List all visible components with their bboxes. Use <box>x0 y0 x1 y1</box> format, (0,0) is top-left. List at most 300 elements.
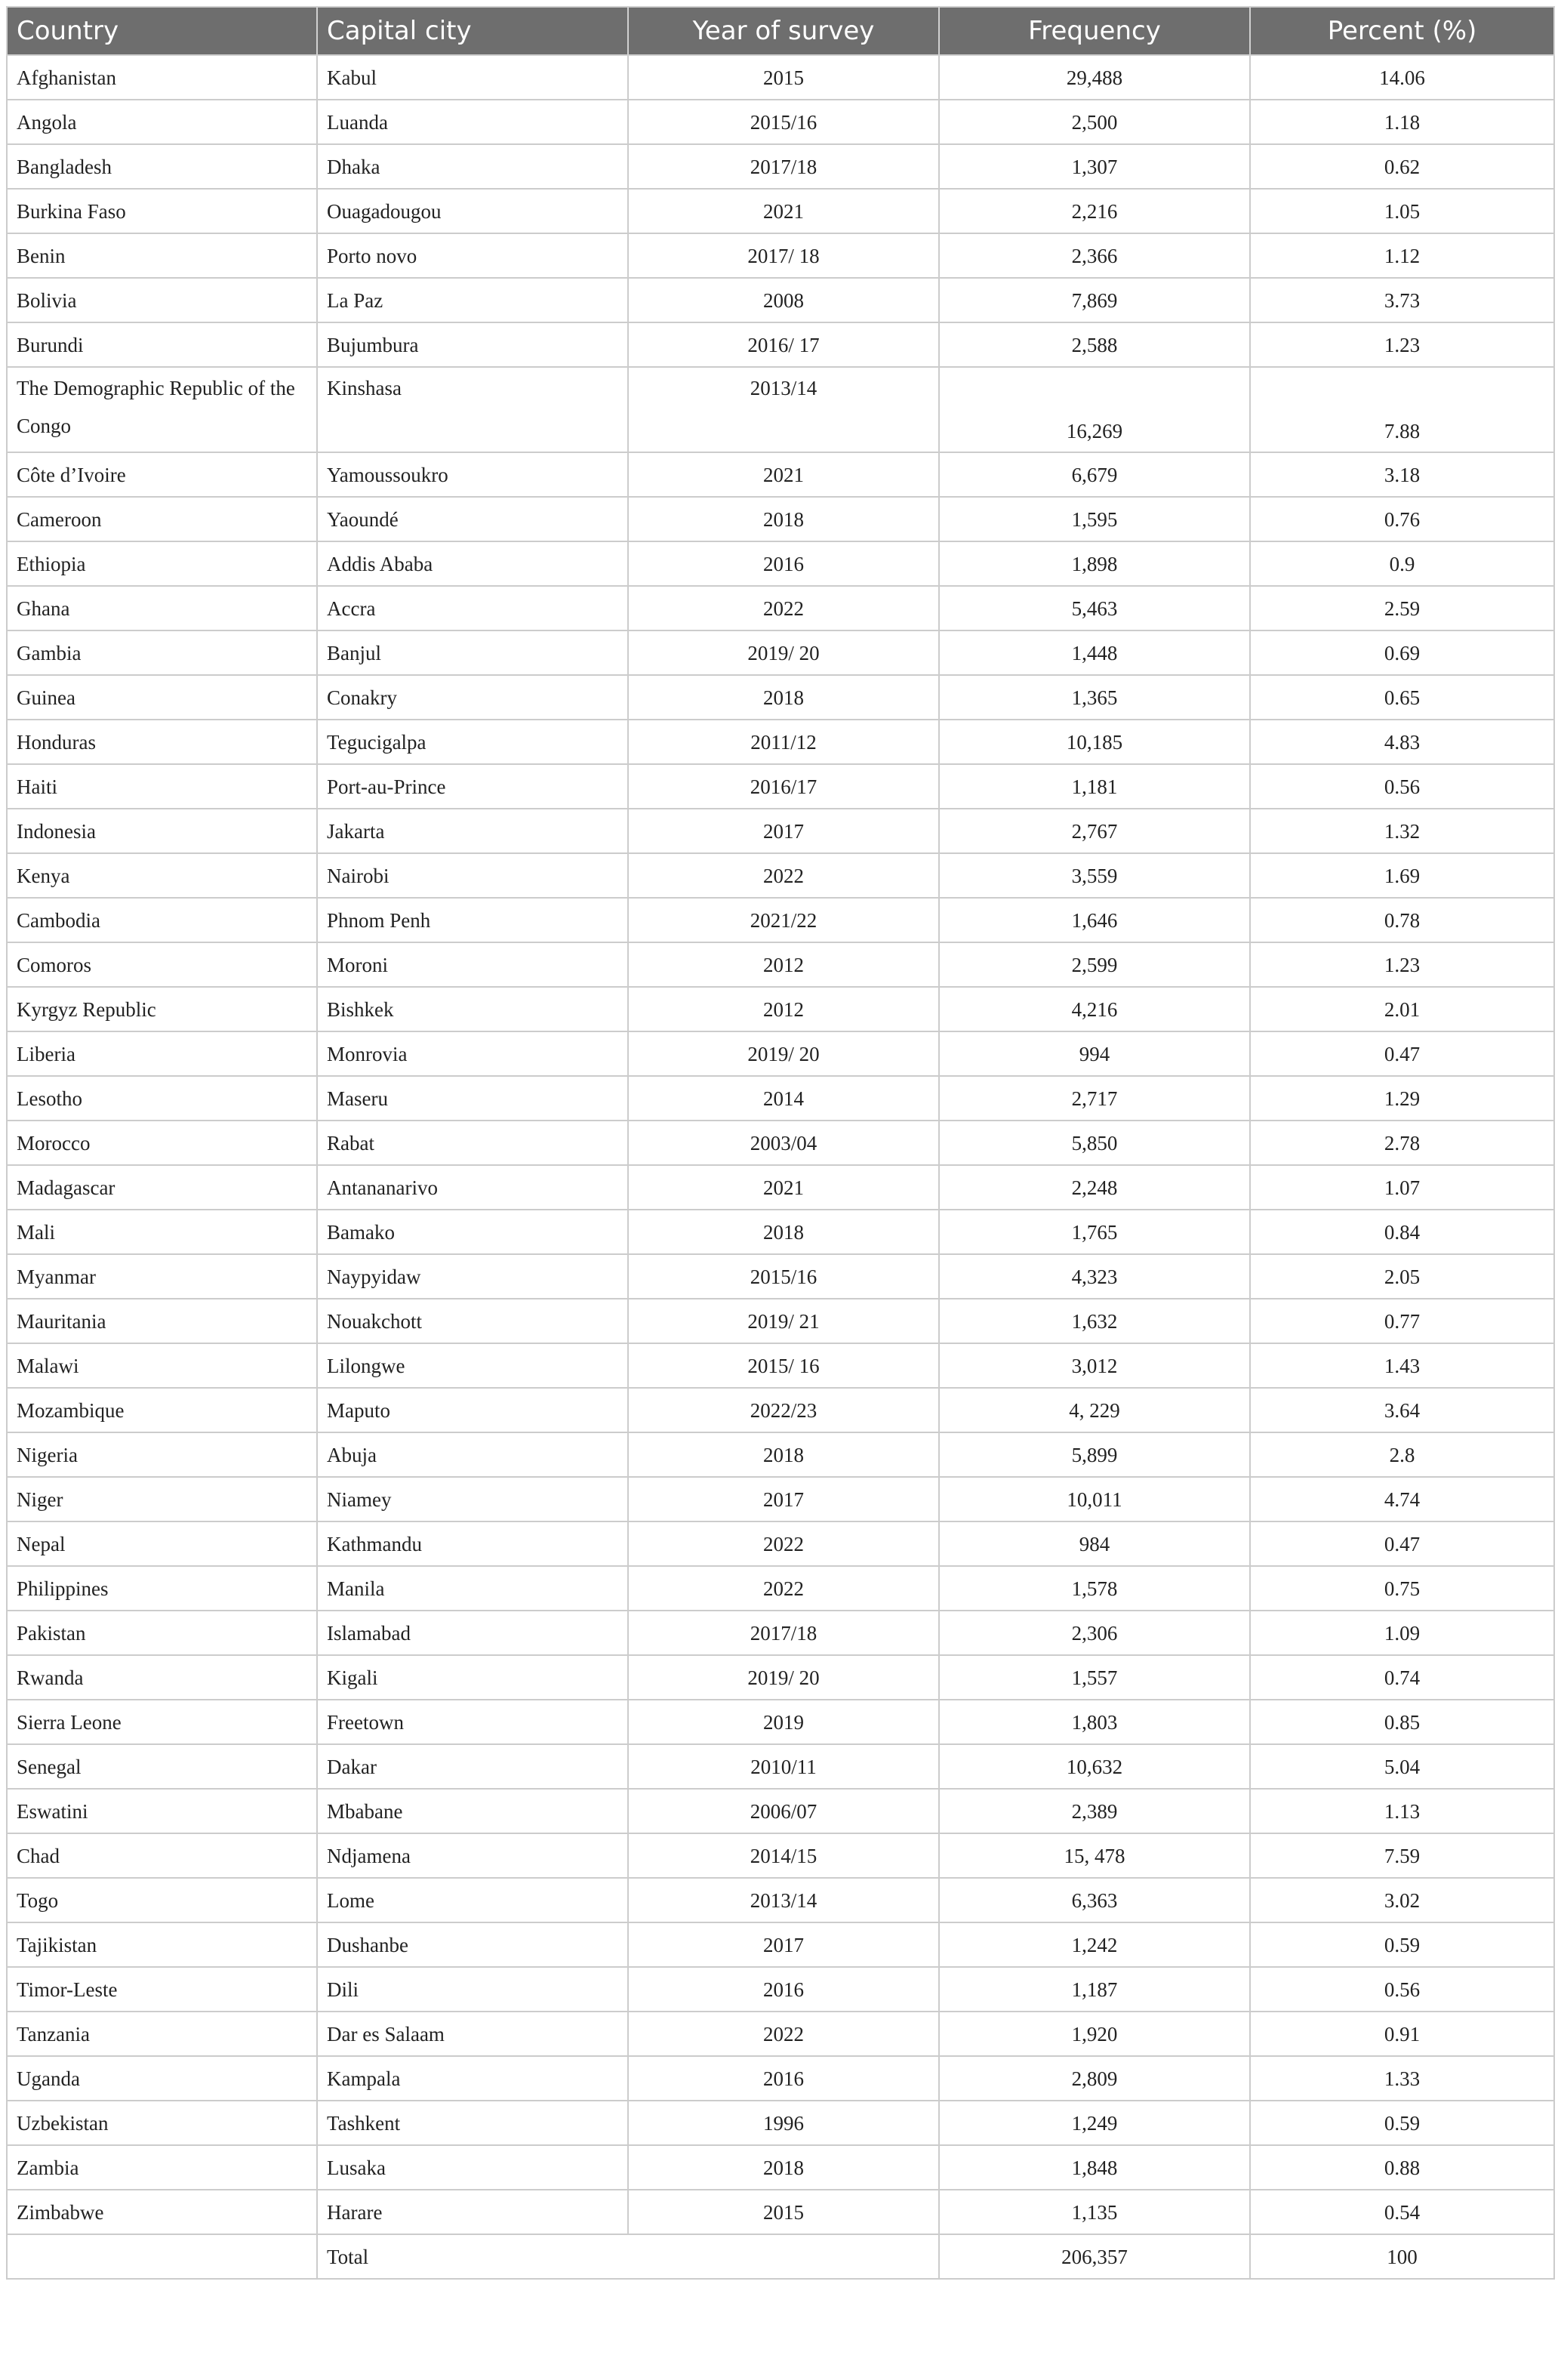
capital-city-cell: Addis Ababa <box>317 541 628 586</box>
percent-cell: 2.8 <box>1250 1432 1554 1477</box>
percent-cell: 0.91 <box>1250 2012 1554 2056</box>
header-frequency: Frequency <box>939 7 1250 55</box>
capital-city-cell: Manila <box>317 1566 628 1611</box>
frequency-cell: 5,850 <box>939 1121 1250 1165</box>
country-cell: Philippines <box>7 1566 317 1611</box>
percent-cell: 0.78 <box>1250 898 1554 942</box>
percent-cell: 1.29 <box>1250 1076 1554 1121</box>
percent-cell: 1.13 <box>1250 1789 1554 1833</box>
frequency-cell: 994 <box>939 1031 1250 1076</box>
percent-cell: 0.77 <box>1250 1299 1554 1343</box>
table-row <box>7 764 1554 809</box>
frequency-cell: 3,012 <box>939 1343 1250 1388</box>
capital-city-cell: Accra <box>317 586 628 630</box>
frequency-cell: 1,181 <box>939 764 1250 809</box>
year-cell: 2019/ 21 <box>628 1299 939 1343</box>
frequency-cell: 4,323 <box>939 1254 1250 1299</box>
capital-city-cell: Monrovia <box>317 1031 628 1076</box>
year-cell: 2018 <box>628 675 939 720</box>
percent-cell: 0.56 <box>1250 1967 1554 2012</box>
capital-city-cell: Yamoussoukro <box>317 452 628 497</box>
country-cell: Indonesia <box>7 809 317 853</box>
year-cell: 2021 <box>628 189 939 233</box>
country-cell: Mauritania <box>7 1299 317 1343</box>
country-cell: Burkina Faso <box>7 189 317 233</box>
country-cell: Zimbabwe <box>7 2190 317 2234</box>
country-cell: Bangladesh <box>7 144 317 189</box>
capital-city-cell: La Paz <box>317 278 628 322</box>
country-cell: Lesotho <box>7 1076 317 1121</box>
country-cell: Burundi <box>7 322 317 367</box>
country-cell: Chad <box>7 1833 317 1878</box>
country-cell: Cambodia <box>7 898 317 942</box>
table-row <box>7 630 1554 675</box>
year-cell: 2016/ 17 <box>628 322 939 367</box>
capital-city-cell: Ouagadougou <box>317 189 628 233</box>
capital-city-cell: Lusaka <box>317 2145 628 2190</box>
table-row <box>7 278 1554 322</box>
year-cell: 2016/17 <box>628 764 939 809</box>
table-row <box>7 2145 1554 2190</box>
table-row <box>7 1967 1554 2012</box>
table-row <box>7 1611 1554 1655</box>
frequency-cell: 5,899 <box>939 1432 1250 1477</box>
table-row <box>7 942 1554 987</box>
table-row <box>7 1210 1554 1254</box>
percent-cell: 0.74 <box>1250 1655 1554 1700</box>
country-cell: Mozambique <box>7 1388 317 1432</box>
table-row <box>7 1432 1554 1477</box>
year-cell: 2014/15 <box>628 1833 939 1878</box>
frequency-cell: 2,767 <box>939 809 1250 853</box>
year-cell: 2015 <box>628 2190 939 2234</box>
year-cell: 2021 <box>628 452 939 497</box>
table-row <box>7 1299 1554 1343</box>
percent-cell: 1.07 <box>1250 1165 1554 1210</box>
year-cell: 2018 <box>628 497 939 541</box>
capital-city-cell: Bamako <box>317 1210 628 1254</box>
country-cell: Sierra Leone <box>7 1700 317 1744</box>
year-cell: 2011/12 <box>628 720 939 764</box>
survey-table-container <box>6 6 1553 2280</box>
frequency-cell: 2,717 <box>939 1076 1250 1121</box>
frequency-cell: 16,269 <box>939 367 1250 452</box>
capital-city-cell: Tegucigalpa <box>317 720 628 764</box>
country-cell: Afghanistan <box>7 55 317 100</box>
year-cell: 2010/11 <box>628 1744 939 1789</box>
year-cell: 2003/04 <box>628 1121 939 1165</box>
country-cell: Niger <box>7 1477 317 1521</box>
year-cell: 2019 <box>628 1700 939 1744</box>
country-cell: Bolivia <box>7 278 317 322</box>
frequency-cell: 984 <box>939 1521 1250 1566</box>
total-label: Total <box>317 2234 939 2279</box>
capital-city-cell: Kathmandu <box>317 1521 628 1566</box>
year-cell: 2012 <box>628 987 939 1031</box>
year-cell: 2022 <box>628 2012 939 2056</box>
table-header-row <box>7 7 1554 55</box>
country-cell: Rwanda <box>7 1655 317 1700</box>
capital-city-cell: Naypyidaw <box>317 1254 628 1299</box>
table-row <box>7 189 1554 233</box>
capital-city-cell: Nouakchott <box>317 1299 628 1343</box>
year-cell: 2017 <box>628 809 939 853</box>
country-cell: Guinea <box>7 675 317 720</box>
country-cell: Togo <box>7 1878 317 1922</box>
frequency-cell: 4, 229 <box>939 1388 1250 1432</box>
country-cell: The Demographic Republic of the Congo <box>7 367 317 452</box>
year-cell: 2022/23 <box>628 1388 939 1432</box>
country-cell: Nepal <box>7 1521 317 1566</box>
country-cell: Angola <box>7 100 317 144</box>
survey-table <box>6 6 1555 2280</box>
frequency-cell: 6,679 <box>939 452 1250 497</box>
capital-city-cell: Islamabad <box>317 1611 628 1655</box>
table-row <box>7 1789 1554 1833</box>
capital-city-cell: Dar es Salaam <box>317 2012 628 2056</box>
frequency-cell: 1,365 <box>939 675 1250 720</box>
frequency-cell: 1,632 <box>939 1299 1250 1343</box>
frequency-cell: 2,248 <box>939 1165 1250 1210</box>
table-row <box>7 1165 1554 1210</box>
capital-city-cell: Moroni <box>317 942 628 987</box>
table-row <box>7 1388 1554 1432</box>
percent-cell: 0.69 <box>1250 630 1554 675</box>
country-cell: Liberia <box>7 1031 317 1076</box>
percent-cell: 0.88 <box>1250 2145 1554 2190</box>
frequency-cell: 5,463 <box>939 586 1250 630</box>
table-row <box>7 497 1554 541</box>
frequency-cell: 29,488 <box>939 55 1250 100</box>
year-cell: 1996 <box>628 2101 939 2145</box>
total-country-cell <box>7 2234 317 2279</box>
frequency-cell: 1,242 <box>939 1922 1250 1967</box>
percent-cell: 3.64 <box>1250 1388 1554 1432</box>
table-row <box>7 2012 1554 2056</box>
frequency-cell: 1,595 <box>939 497 1250 541</box>
table-row <box>7 452 1554 497</box>
capital-city-cell: Abuja <box>317 1432 628 1477</box>
frequency-cell: 1,803 <box>939 1700 1250 1744</box>
table-row <box>7 1121 1554 1165</box>
country-cell: Morocco <box>7 1121 317 1165</box>
percent-cell: 3.02 <box>1250 1878 1554 1922</box>
table-row <box>7 1744 1554 1789</box>
capital-city-cell: Freetown <box>317 1700 628 1744</box>
year-cell: 2008 <box>628 278 939 322</box>
year-cell: 2021/22 <box>628 898 939 942</box>
percent-cell: 1.18 <box>1250 100 1554 144</box>
frequency-cell: 3,559 <box>939 853 1250 898</box>
table-row <box>7 144 1554 189</box>
percent-cell: 0.9 <box>1250 541 1554 586</box>
table-row <box>7 1922 1554 1967</box>
frequency-cell: 1,898 <box>939 541 1250 586</box>
percent-cell: 1.33 <box>1250 2056 1554 2101</box>
frequency-cell: 10,185 <box>939 720 1250 764</box>
country-cell: Mali <box>7 1210 317 1254</box>
capital-city-cell: Kampala <box>317 2056 628 2101</box>
percent-cell: 5.04 <box>1250 1744 1554 1789</box>
percent-cell: 14.06 <box>1250 55 1554 100</box>
percent-cell: 1.69 <box>1250 853 1554 898</box>
country-cell: Gambia <box>7 630 317 675</box>
percent-cell: 0.47 <box>1250 1031 1554 1076</box>
year-cell: 2015/16 <box>628 100 939 144</box>
frequency-cell: 2,809 <box>939 2056 1250 2101</box>
capital-city-cell: Maputo <box>317 1388 628 1432</box>
table-row <box>7 809 1554 853</box>
frequency-cell: 1,135 <box>939 2190 1250 2234</box>
year-cell: 2017/ 18 <box>628 233 939 278</box>
country-cell: Côte d’Ivoire <box>7 452 317 497</box>
percent-cell: 7.59 <box>1250 1833 1554 1878</box>
frequency-cell: 2,389 <box>939 1789 1250 1833</box>
year-cell: 2017/18 <box>628 1611 939 1655</box>
capital-city-cell: Kabul <box>317 55 628 100</box>
year-cell: 2022 <box>628 1521 939 1566</box>
percent-cell: 2.01 <box>1250 987 1554 1031</box>
table-row <box>7 1566 1554 1611</box>
frequency-cell: 1,848 <box>939 2145 1250 2190</box>
country-cell: Kenya <box>7 853 317 898</box>
percent-cell: 0.76 <box>1250 497 1554 541</box>
country-cell: Nigeria <box>7 1432 317 1477</box>
frequency-cell: 2,599 <box>939 942 1250 987</box>
capital-city-cell: Antananarivo <box>317 1165 628 1210</box>
capital-city-cell: Bujumbura <box>317 322 628 367</box>
frequency-cell: 6,363 <box>939 1878 1250 1922</box>
frequency-cell: 15, 478 <box>939 1833 1250 1878</box>
year-cell: 2017 <box>628 1922 939 1967</box>
capital-city-cell: Porto novo <box>317 233 628 278</box>
year-cell: 2019/ 20 <box>628 630 939 675</box>
capital-city-cell: Niamey <box>317 1477 628 1521</box>
capital-city-cell: Conakry <box>317 675 628 720</box>
header-capital-city: Capital city <box>317 7 628 55</box>
percent-cell: 4.74 <box>1250 1477 1554 1521</box>
percent-cell: 0.59 <box>1250 1922 1554 1967</box>
table-row <box>7 100 1554 144</box>
table-row <box>7 2190 1554 2234</box>
frequency-cell: 1,646 <box>939 898 1250 942</box>
year-cell: 2016 <box>628 2056 939 2101</box>
year-cell: 2018 <box>628 1210 939 1254</box>
capital-city-cell: Bishkek <box>317 987 628 1031</box>
percent-cell: 1.32 <box>1250 809 1554 853</box>
capital-city-cell: Dakar <box>317 1744 628 1789</box>
country-cell: Uzbekistan <box>7 2101 317 2145</box>
percent-cell: 1.43 <box>1250 1343 1554 1388</box>
capital-city-cell: Harare <box>317 2190 628 2234</box>
percent-cell: 1.09 <box>1250 1611 1554 1655</box>
country-cell: Zambia <box>7 2145 317 2190</box>
capital-city-cell: Nairobi <box>317 853 628 898</box>
header-year-of-survey: Year of survey <box>628 7 939 55</box>
percent-cell: 0.47 <box>1250 1521 1554 1566</box>
header-percent: Percent (%) <box>1250 7 1554 55</box>
year-cell: 2017 <box>628 1477 939 1521</box>
country-cell: Ethiopia <box>7 541 317 586</box>
country-cell: Myanmar <box>7 1254 317 1299</box>
capital-city-cell: Dili <box>317 1967 628 2012</box>
percent-cell: 7.88 <box>1250 367 1554 452</box>
frequency-cell: 1,765 <box>939 1210 1250 1254</box>
table-row <box>7 853 1554 898</box>
table-row <box>7 987 1554 1031</box>
capital-city-cell: Yaoundé <box>317 497 628 541</box>
year-cell: 2018 <box>628 1432 939 1477</box>
table-row <box>7 720 1554 764</box>
table-row <box>7 1477 1554 1521</box>
table-row <box>7 1521 1554 1566</box>
country-cell: Timor-Leste <box>7 1967 317 2012</box>
year-cell: 2013/14 <box>628 1878 939 1922</box>
country-cell: Ghana <box>7 586 317 630</box>
country-cell: Honduras <box>7 720 317 764</box>
capital-city-cell: Port-au-Prince <box>317 764 628 809</box>
total-frequency: 206,357 <box>939 2234 1250 2279</box>
frequency-cell: 7,869 <box>939 278 1250 322</box>
country-cell: Haiti <box>7 764 317 809</box>
percent-cell: 1.23 <box>1250 942 1554 987</box>
percent-cell: 1.12 <box>1250 233 1554 278</box>
percent-cell: 0.59 <box>1250 2101 1554 2145</box>
frequency-cell: 4,216 <box>939 987 1250 1031</box>
capital-city-cell: Ndjamena <box>317 1833 628 1878</box>
year-cell: 2006/07 <box>628 1789 939 1833</box>
country-cell: Madagascar <box>7 1165 317 1210</box>
country-cell: Kyrgyz Republic <box>7 987 317 1031</box>
table-row <box>7 675 1554 720</box>
percent-cell: 1.05 <box>1250 189 1554 233</box>
capital-city-cell: Banjul <box>317 630 628 675</box>
year-cell: 2016 <box>628 541 939 586</box>
percent-cell: 3.18 <box>1250 452 1554 497</box>
year-cell: 2022 <box>628 853 939 898</box>
frequency-cell: 10,632 <box>939 1744 1250 1789</box>
percent-cell: 2.78 <box>1250 1121 1554 1165</box>
frequency-cell: 1,187 <box>939 1967 1250 2012</box>
capital-city-cell: Lilongwe <box>317 1343 628 1388</box>
frequency-cell: 2,366 <box>939 233 1250 278</box>
table-row <box>7 1655 1554 1700</box>
year-cell: 2015/ 16 <box>628 1343 939 1388</box>
table-body <box>7 55 1554 2279</box>
percent-cell: 0.56 <box>1250 764 1554 809</box>
table-row <box>7 1031 1554 1076</box>
year-cell: 2013/14 <box>628 367 939 452</box>
table-row <box>7 1343 1554 1388</box>
capital-city-cell: Kigali <box>317 1655 628 1700</box>
table-row <box>7 1833 1554 1878</box>
country-cell: Tanzania <box>7 2012 317 2056</box>
year-cell: 2019/ 20 <box>628 1031 939 1076</box>
percent-cell: 4.83 <box>1250 720 1554 764</box>
frequency-cell: 1,578 <box>939 1566 1250 1611</box>
year-cell: 2019/ 20 <box>628 1655 939 1700</box>
table-row <box>7 898 1554 942</box>
header-country: Country <box>7 7 317 55</box>
frequency-cell: 1,249 <box>939 2101 1250 2145</box>
table-row <box>7 2101 1554 2145</box>
frequency-cell: 1,448 <box>939 630 1250 675</box>
frequency-cell: 1,307 <box>939 144 1250 189</box>
percent-cell: 0.75 <box>1250 1566 1554 1611</box>
year-cell: 2014 <box>628 1076 939 1121</box>
frequency-cell: 1,557 <box>939 1655 1250 1700</box>
frequency-cell: 2,306 <box>939 1611 1250 1655</box>
table-row <box>7 1700 1554 1744</box>
capital-city-cell: Mbabane <box>317 1789 628 1833</box>
country-cell: Uganda <box>7 2056 317 2101</box>
capital-city-cell: Dhaka <box>317 144 628 189</box>
table-row <box>7 367 1554 452</box>
capital-city-cell: Jakarta <box>317 809 628 853</box>
country-cell: Cameroon <box>7 497 317 541</box>
frequency-cell: 2,500 <box>939 100 1250 144</box>
capital-city-cell: Rabat <box>317 1121 628 1165</box>
country-cell: Tajikistan <box>7 1922 317 1967</box>
table-row <box>7 1254 1554 1299</box>
percent-cell: 1.23 <box>1250 322 1554 367</box>
capital-city-cell: Maseru <box>317 1076 628 1121</box>
year-cell: 2021 <box>628 1165 939 1210</box>
table-row <box>7 322 1554 367</box>
frequency-cell: 2,588 <box>939 322 1250 367</box>
country-cell: Benin <box>7 233 317 278</box>
percent-cell: 2.59 <box>1250 586 1554 630</box>
year-cell: 2016 <box>628 1967 939 2012</box>
capital-city-cell: Tashkent <box>317 2101 628 2145</box>
year-cell: 2017/18 <box>628 144 939 189</box>
percent-cell: 3.73 <box>1250 278 1554 322</box>
frequency-cell: 1,920 <box>939 2012 1250 2056</box>
table-row <box>7 2056 1554 2101</box>
year-cell: 2012 <box>628 942 939 987</box>
table-row <box>7 541 1554 586</box>
percent-cell: 0.65 <box>1250 675 1554 720</box>
percent-cell: 0.84 <box>1250 1210 1554 1254</box>
year-cell: 2022 <box>628 586 939 630</box>
country-cell: Malawi <box>7 1343 317 1388</box>
percent-cell: 2.05 <box>1250 1254 1554 1299</box>
country-cell: Eswatini <box>7 1789 317 1833</box>
capital-city-cell: Phnom Penh <box>317 898 628 942</box>
capital-city-cell: Luanda <box>317 100 628 144</box>
year-cell: 2018 <box>628 2145 939 2190</box>
country-cell: Senegal <box>7 1744 317 1789</box>
percent-cell: 0.62 <box>1250 144 1554 189</box>
table-row <box>7 55 1554 100</box>
frequency-cell: 10,011 <box>939 1477 1250 1521</box>
percent-cell: 0.85 <box>1250 1700 1554 1744</box>
table-row <box>7 233 1554 278</box>
country-cell: Pakistan <box>7 1611 317 1655</box>
table-row <box>7 1076 1554 1121</box>
country-cell: Comoros <box>7 942 317 987</box>
year-cell: 2015/16 <box>628 1254 939 1299</box>
capital-city-cell: Dushanbe <box>317 1922 628 1967</box>
percent-cell: 0.54 <box>1250 2190 1554 2234</box>
frequency-cell: 2,216 <box>939 189 1250 233</box>
capital-city-cell: Lome <box>317 1878 628 1922</box>
capital-city-cell: Kinshasa <box>317 367 628 452</box>
table-row <box>7 1878 1554 1922</box>
year-cell: 2022 <box>628 1566 939 1611</box>
year-cell: 2015 <box>628 55 939 100</box>
table-row <box>7 586 1554 630</box>
